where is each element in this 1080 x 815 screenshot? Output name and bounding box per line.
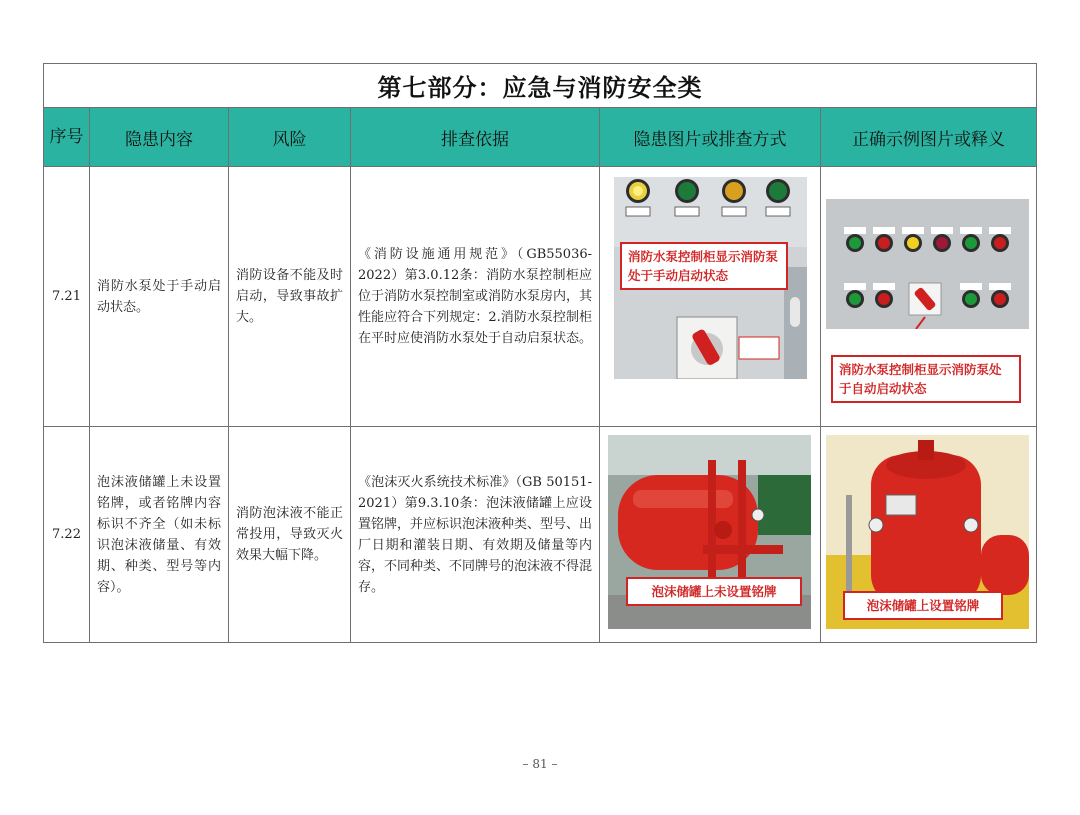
header-risk: 风险 [229,108,351,167]
table-header [44,108,1037,167]
hazard-image-cell [600,427,821,643]
page-number: – 81 – [522,757,558,771]
row-content: 消防水泵处于手动启动状态。 [90,167,229,427]
pump-panel-auto-photo [826,199,1029,329]
header-basis: 排查依据 [351,108,600,167]
row-risk: 消防泡沫液不能正常投用，导致灭火效果大幅下降。 [229,427,351,643]
hazard-image-cell [600,167,821,427]
section-title: 第七部分：应急与消防安全类 [44,64,1037,108]
row-basis: 《消防设施通用规范》（GB55036-2022）第3.0.12条：消防水泵控制柜应位于消防水泵控制室或消防水泵房内，其性能应符合下列规定：2.消防水泵控制柜在平时应使消防水泵处于自动启泵状态。 [351,167,600,427]
table-row [44,427,1037,643]
row-number: 7.21 [44,167,90,427]
header-hazard-image: 隐患图片或排查方式 [600,108,821,167]
row-content: 泡沫液储罐上未设置铭牌，或者铭牌内容标识不齐全（如未标识泡沫液储量、有效期、种类、型号等内容）。 [90,427,229,643]
hazard-caption: 消防水泵控制柜显示消防泵处于手动启动状态 [620,242,788,290]
header-seq: 序号 [44,108,90,167]
header-content: 隐患内容 [90,108,229,167]
correct-caption: 泡沫储罐上设置铭牌 [843,591,1003,620]
correct-image-cell [821,427,1037,643]
correct-image-cell [821,167,1037,427]
correct-caption: 消防水泵控制柜显示消防泵处于自动启动状态 [831,355,1021,403]
hazard-caption: 泡沫储罐上未设置铭牌 [626,577,802,606]
row-basis: 《泡沫灭火系统技术标准》（GB 50151-2021）第9.3.10条：泡沫液储罐上应设置铭牌，并应标识泡沫液种类、型号、出厂日期和灌装日期、有效期及储量等内容，不同种类、不同牌号的泡沫液不得混存。 [351,427,600,643]
hazard-table [43,63,1036,643]
row-number: 7.22 [44,427,90,643]
table-row [44,167,1037,427]
header-correct-image: 正确示例图片或释义 [821,108,1037,167]
row-risk: 消防设备不能及时启动，导致事故扩大。 [229,167,351,427]
